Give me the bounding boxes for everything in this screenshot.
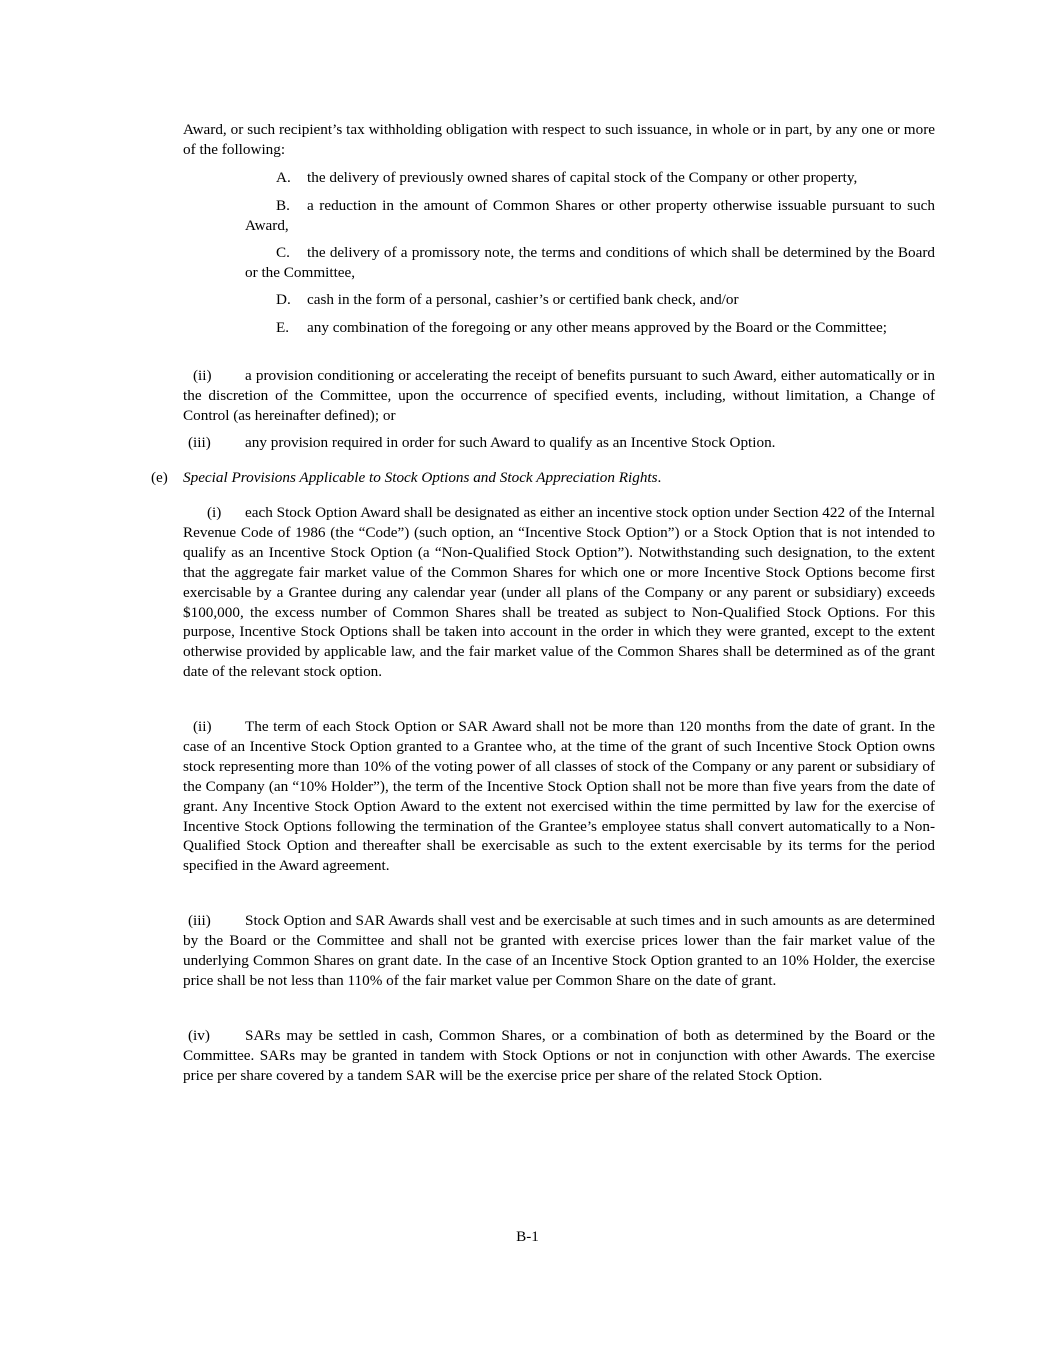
payment-item-e: E. any combination of the foregoing or any other means approved by the Board or the Committee; [276,319,887,336]
provision-ii: (ii) a provision conditioning or accelerating the receipt of benefits pursuant to such Award, either automatically or in the discretion of the Committee, upon the occurrence of specified events, including, without limitation, a Change of Control (as hereinafter defined); or [183,367,935,424]
payment-item-a: A. the delivery of previously owned shares of capital stock of the Company or other property, [276,169,858,186]
section-e-marker: (e) [151,469,168,486]
payment-item-b: B. a reduction in the amount of Common Shares or other property otherwise issuable pursuant to such Award, [245,197,935,234]
section-e-paragraph-iv: (iv) SARs may be settled in cash, Common Shares, or a combination of both as determined by the Board or the Committee. SARs may be granted in tandem with Stock Options or not in conjunction with other Awards. The exercise price per share covered by a tandem SAR will be the exercise price per share of the related Stock Option. [183,1027,935,1084]
section-e-paragraph-ii: (ii) The term of each Stock Option or SAR Award shall not be more than 120 months from the date of grant. In the case of an Incentive Stock Option granted to a Grantee who, at the time of the grant of such Incentive Stock Option owns stock representing more than 10% of the voting power of all classes of stock of the Company or any parent or subsidiary of the Company (an “10% Holder”), the term of the Incentive Stock Option shall not be more than five years from the date of grant. Any Incentive Stock Option Award to the extent not exercised within the time permitted by law for the exercise of Incentive Stock Options following the termination of the Grantee’s employee status shall convert automatically to a Non-Qualified Stock Option and thereafter shall be exercisable as such to the extent exercisable by its terms for the period specified in the Award agreement. [183,718,935,875]
provision-iii: (iii) any provision required in order for such Award to qualify as an Incentive Stock Option. [188,434,776,451]
section-e-heading: Special Provisions Applicable to Stock Options and Stock Appreciation Rights. [183,469,662,486]
payment-item-d: D. cash in the form of a personal, cashier’s or certified bank check, and/or [276,291,739,308]
section-e-paragraph-i: (i) each Stock Option Award shall be designated as either an incentive stock option under Section 422 of the Internal Revenue Code of 1986 (the “Code”) (such option, an “Incentive Stock Option”) or a Stock Option that is not intended to qualify as an Incentive Stock Option (a “Non-Qualified Stock Option”). Notwithstanding such designation, to the extent that the aggregate fair market value of the Common Shares for which one or more Incentive Stock Options become first exercisable by a Grantee during any calendar year (under all plans of the Company or any parent or subsidiary) exceeds $100,000, the excess number of Common Shares shall be treated as subject to Non-Qualified Stock Options. For this purpose, Incentive Stock Options shall be taken into account in the order in which they were granted, except to the extent otherwise provided by applicable law, and the fair market value of the Common Shares shall be determined as of the grant date of the relevant stock option. [183,504,935,681]
section-e-paragraph-iii: (iii) Stock Option and SAR Awards shall vest and be exercisable at such times and in such amounts as are determined by the Board or the Committee and shall not be granted with exercise prices lower than the fair market value of the underlying Common Shares on grant date. In the case of an Incentive Stock Option granted to an 10% Holder, the exercise price shall be not less than 110% of the fair market value per Common Share on the date of grant. [183,912,935,989]
page-number: B-1 [516,1228,539,1245]
intro-paragraph: Award, or such recipient’s tax withholding obligation with respect to such issuance, in whole or in part, by any one or more of the following: [183,121,935,158]
payment-item-c: C. the delivery of a promissory note, the terms and conditions of which shall be determined by the Board or the Committee, [245,244,935,281]
